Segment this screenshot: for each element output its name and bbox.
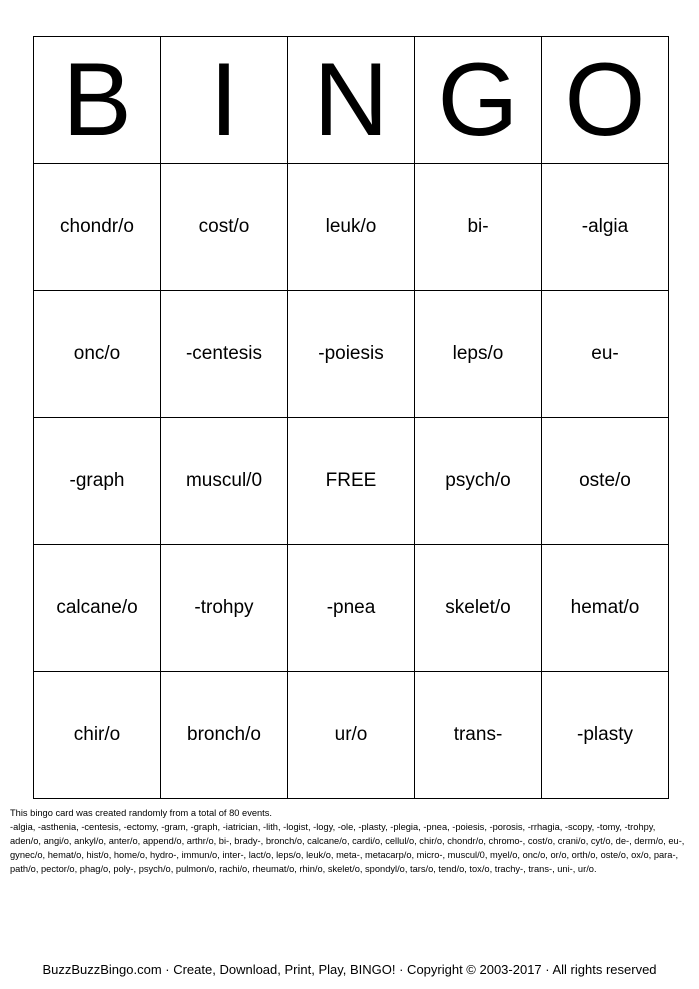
header-letter-b: B xyxy=(34,37,161,164)
header-letter-n: N xyxy=(288,37,415,164)
bingo-cell[interactable]: chondr/o xyxy=(34,164,161,291)
header-letter-g: G xyxy=(415,37,542,164)
bingo-cell[interactable]: bronch/o xyxy=(161,672,288,799)
event-list: -algia, -asthenia, -centesis, -ectomy, -gram, -graph, -iatrician, -lith, -logist, -logy, -ole, -plasty, -plegia, -pnea, -poiesis, -porosis, -rrhagia, -scopy, -tomy, -trohpy, aden/o, angi/o, ankyl/o, anter/o, append/o, arthr/o, bi-, brady-, bronch/o, calcane/o, cardi/o, cellul/o, chir/o, chondr/o, chromo-, cost/o, crani/o, cyt/o, de-, derm/o, eu-, gynec/o, hemat/o, hist/o, home/o, hydro-, immun/o, inter-, lact/o, leps/o, leuk/o, meta-, metacarp/o, micro-, muscul/0, myel/o, onc/o, or/o, orth/o, oste/o, ox/o, para-, path/o, pector/o, phag/o, poly-, psych/o, pulmon/o, rachi/o, rheumat/o, rhin/o, skelet/o, spondyl/o, tars/o, tend/o, tox/o, trachy-, trans-, uni-, ur/o. xyxy=(10,822,685,874)
bingo-cell[interactable]: -poiesis xyxy=(288,291,415,418)
bingo-cell[interactable]: skelet/o xyxy=(415,545,542,672)
bingo-cell[interactable]: trans- xyxy=(415,672,542,799)
bingo-cell[interactable]: bi- xyxy=(415,164,542,291)
bingo-cell[interactable]: ur/o xyxy=(288,672,415,799)
bingo-cell[interactable]: -pnea xyxy=(288,545,415,672)
bingo-row xyxy=(34,672,669,799)
bingo-header-row xyxy=(34,37,669,164)
card-info-intro: This bingo card was created randomly from a total of 80 events. xyxy=(10,808,272,818)
bingo-cell[interactable]: -trohpy xyxy=(161,545,288,672)
bingo-cell[interactable]: -plasty xyxy=(542,672,669,799)
bingo-cell[interactable]: -algia xyxy=(542,164,669,291)
bingo-cell[interactable]: psych/o xyxy=(415,418,542,545)
bingo-cell[interactable]: hemat/o xyxy=(542,545,669,672)
header-letter-i: I xyxy=(161,37,288,164)
bingo-cell[interactable]: chir/o xyxy=(34,672,161,799)
bingo-cell[interactable]: muscul/0 xyxy=(161,418,288,545)
bingo-cell[interactable]: leps/o xyxy=(415,291,542,418)
bingo-cell[interactable]: leuk/o xyxy=(288,164,415,291)
footer-copyright: BuzzBuzzBingo.com · Create, Download, Print, Play, BINGO! · Copyright © 2003-2017 · All rights reserved xyxy=(42,962,657,977)
header-letter-o: O xyxy=(542,37,669,164)
card-info xyxy=(10,806,685,876)
bingo-row xyxy=(34,418,669,545)
bingo-cell[interactable]: onc/o xyxy=(34,291,161,418)
bingo-cell[interactable]: cost/o xyxy=(161,164,288,291)
bingo-cell[interactable]: calcane/o xyxy=(34,545,161,672)
bingo-row xyxy=(34,291,669,418)
bingo-cell[interactable]: eu- xyxy=(542,291,669,418)
bingo-row xyxy=(34,164,669,291)
free-space-cell[interactable]: FREE xyxy=(288,418,415,545)
bingo-card xyxy=(33,36,669,799)
bingo-cell[interactable]: oste/o xyxy=(542,418,669,545)
bingo-cell[interactable]: -centesis xyxy=(161,291,288,418)
bingo-cell[interactable]: -graph xyxy=(34,418,161,545)
bingo-row xyxy=(34,545,669,672)
